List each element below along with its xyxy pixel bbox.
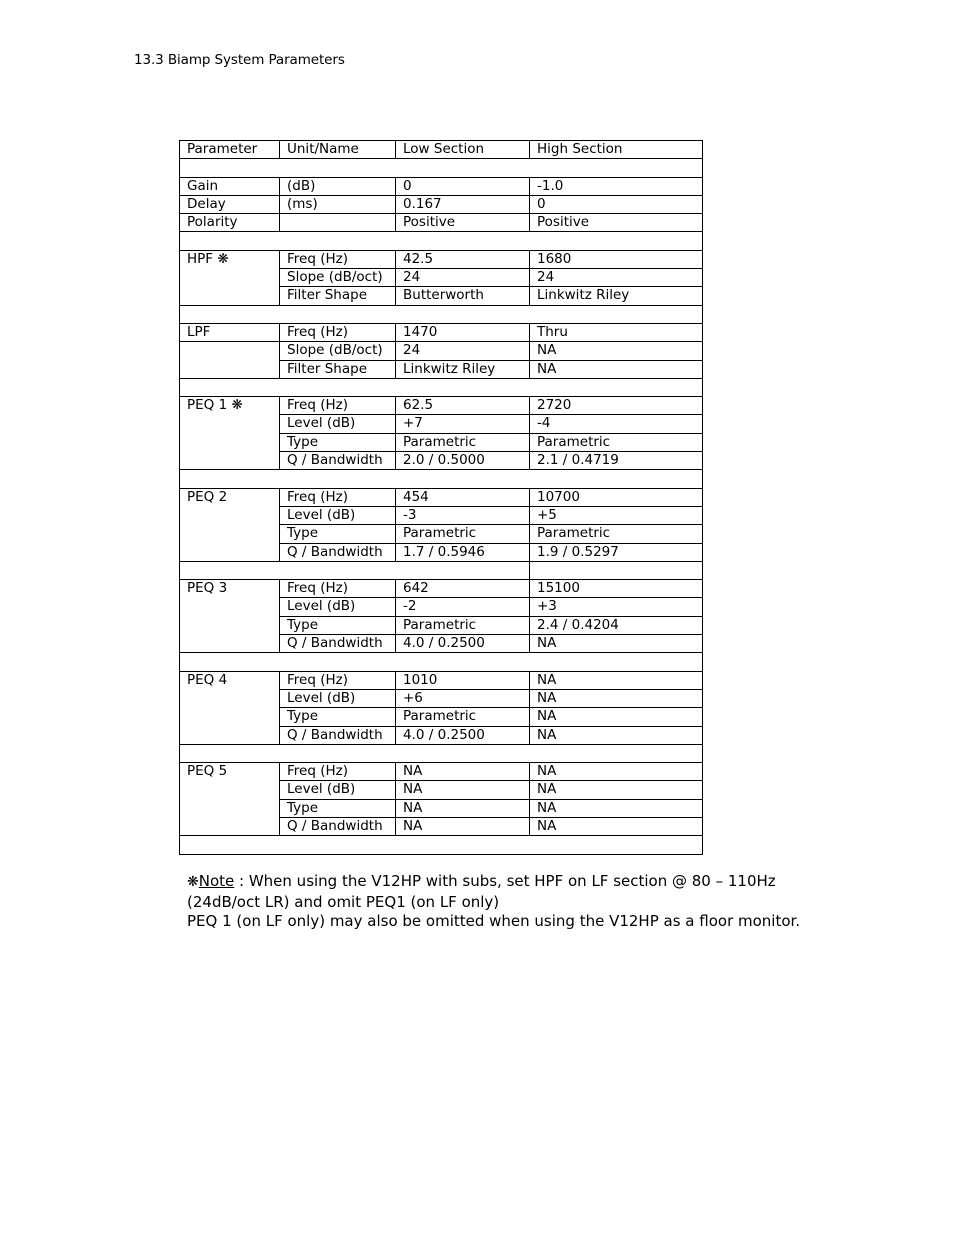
high-cell: Thru [530,323,703,341]
high-cell: 2.1 / 0.4719 [530,452,703,470]
unit-cell: Q / Bandwidth [280,452,396,470]
param-name-peq2: PEQ 2 [180,488,280,561]
unit-cell: Freq (Hz) [280,323,396,341]
footnote-line-2: PEQ 1 (on LF only) may also be omitted when using the V12HP as a floor monitor. [187,912,801,930]
high-cell: NA [530,763,703,781]
header-low-section: Low Section [396,141,530,159]
unit-cell: Freq (Hz) [280,397,396,415]
unit-cell: Slope (dB/oct) [280,269,396,287]
spacer-row [180,561,703,579]
table-row [180,397,703,415]
page-heading: 13.3 Biamp System Parameters [134,52,345,68]
high-cell: 0 [530,195,703,213]
high-cell: NA [530,671,703,689]
high-cell: Parametric [530,525,703,543]
unit-cell: Level (dB) [280,415,396,433]
high-cell: 2720 [530,397,703,415]
low-cell: 24 [396,342,530,360]
low-cell: Linkwitz Riley [396,360,530,378]
low-cell: Parametric [396,525,530,543]
low-cell: Parametric [396,708,530,726]
unit-cell: Q / Bandwidth [280,726,396,744]
param-name-peq1: PEQ 1 ❋ [180,397,280,470]
high-cell: NA [530,726,703,744]
header-parameter: Parameter [180,141,280,159]
unit-cell: Q / Bandwidth [280,817,396,835]
low-cell: 4.0 / 0.2500 [396,726,530,744]
low-cell: Butterworth [396,287,530,305]
table-row-gain [180,177,703,195]
unit-cell: Type [280,433,396,451]
high-cell: 15100 [530,580,703,598]
unit-cell: Type [280,616,396,634]
table-row [180,671,703,689]
unit-cell: Filter Shape [280,360,396,378]
param-name: Delay [180,195,280,213]
high-cell: 10700 [530,488,703,506]
table-row [180,250,703,268]
param-name-peq4: PEQ 4 [180,671,280,744]
high-cell: Positive [530,214,703,232]
table-row [180,323,703,341]
unit-cell: Type [280,525,396,543]
footnote-line-1 [187,872,827,912]
high-cell: NA [530,635,703,653]
low-cell: 0.167 [396,195,530,213]
low-cell: NA [396,781,530,799]
table-row [180,763,703,781]
high-cell: NA [530,817,703,835]
low-cell: Parametric [396,616,530,634]
high-cell: NA [530,708,703,726]
unit-cell: Filter Shape [280,287,396,305]
low-cell: 2.0 / 0.5000 [396,452,530,470]
high-cell: 1.9 / 0.5297 [530,543,703,561]
low-cell: 642 [396,580,530,598]
spacer-row [180,378,703,396]
unit-cell: Q / Bandwidth [280,543,396,561]
unit-cell: Level (dB) [280,689,396,707]
low-cell: 42.5 [396,250,530,268]
low-cell: -2 [396,598,530,616]
low-cell: 454 [396,488,530,506]
high-cell: NA [530,799,703,817]
spacer-row [180,232,703,250]
spacer-row [180,159,703,177]
high-cell: Linkwitz Riley [530,287,703,305]
unit-cell: Type [280,708,396,726]
unit-cell: Q / Bandwidth [280,635,396,653]
spacer-row [180,470,703,488]
high-cell: 24 [530,269,703,287]
high-cell: +5 [530,506,703,524]
low-cell: Positive [396,214,530,232]
high-cell: 2.4 / 0.4204 [530,616,703,634]
header-unit-name: Unit/Name [280,141,396,159]
high-cell: +3 [530,598,703,616]
unit-cell: Slope (dB/oct) [280,342,396,360]
parameters-table [179,140,703,855]
header-high-section: High Section [530,141,703,159]
low-cell: +6 [396,689,530,707]
param-name-peq3: PEQ 3 [180,580,280,653]
low-cell: 24 [396,269,530,287]
unit-cell: Freq (Hz) [280,250,396,268]
high-cell: -1.0 [530,177,703,195]
high-cell: NA [530,689,703,707]
table-row [180,580,703,598]
param-name-lpf: LPF [180,323,280,341]
low-cell: 62.5 [396,397,530,415]
param-name-empty [180,342,280,379]
low-cell: NA [396,799,530,817]
table-row-delay [180,195,703,213]
unit-cell: Freq (Hz) [280,580,396,598]
unit-cell: Freq (Hz) [280,671,396,689]
unit-cell: Freq (Hz) [280,763,396,781]
high-cell: NA [530,360,703,378]
low-cell: NA [396,817,530,835]
high-cell: NA [530,781,703,799]
high-cell: Parametric [530,433,703,451]
note-text: : When using the V12HP with subs, set HPF on LF section @ 80 – 110Hz (24dB/oct LR) and omit PEQ1 (on LF only) [187,872,776,911]
spacer-row [180,305,703,323]
low-cell: NA [396,763,530,781]
unit-cell: (dB) [280,177,396,195]
unit-cell: Type [280,799,396,817]
param-name: Gain [180,177,280,195]
unit-cell: Level (dB) [280,598,396,616]
high-cell: 1680 [530,250,703,268]
asterisk-icon: ❋ [187,874,199,890]
table-row [180,342,703,360]
low-cell: +7 [396,415,530,433]
param-name: Polarity [180,214,280,232]
param-name-peq5: PEQ 5 [180,763,280,836]
unit-cell [280,214,396,232]
footnote [187,872,827,932]
param-name-hpf: HPF ❋ [180,250,280,305]
low-cell: -3 [396,506,530,524]
unit-cell: Level (dB) [280,781,396,799]
low-cell: 1010 [396,671,530,689]
table-row-polarity [180,214,703,232]
unit-cell: (ms) [280,195,396,213]
low-cell: 0 [396,177,530,195]
unit-cell: Level (dB) [280,506,396,524]
spacer-row [180,836,703,854]
spacer-row [180,653,703,671]
spacer-row [180,744,703,762]
low-cell: Parametric [396,433,530,451]
low-cell: 4.0 / 0.2500 [396,635,530,653]
low-cell: 1.7 / 0.5946 [396,543,530,561]
high-cell: -4 [530,415,703,433]
high-cell: NA [530,342,703,360]
low-cell: 1470 [396,323,530,341]
unit-cell: Freq (Hz) [280,488,396,506]
table-header-row [180,141,703,159]
note-label: Note [198,872,235,890]
table-row [180,488,703,506]
